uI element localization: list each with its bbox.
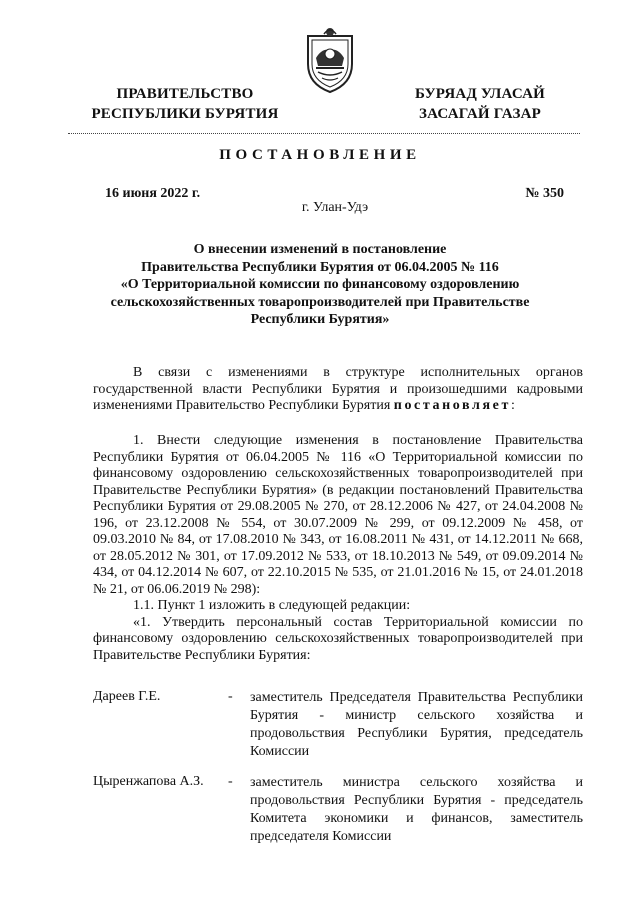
preamble-paragraph (93, 365, 583, 415)
member-role: заместитель Председателя Правительства Республики Бурятия - министр сельского хозяйства и продовольствия Республики Бурятия, председатель Комиссии (250, 690, 583, 759)
subject-line: О внесении изменений в постановление (193, 242, 447, 257)
document-date: 16 июня 2022 г. (105, 186, 201, 201)
clause-1-2-text: «1. Утвердить персональный состав Территориальной комиссии по финансовому оздоровлению сельскохозяйственных товаропроизводителей при Правительстве Республики Бурятия: (93, 614, 583, 663)
document-type-title: ПОСТАНОВЛЕНИЕ (219, 147, 421, 163)
preamble-text: В связи с изменениями в структуре исполнительных органов государственной власти Республики Бурятия и произошедшими кадровыми изменениями Правительство Республики Бурятия (93, 365, 583, 413)
document-city: г. Улан-Удэ (301, 200, 369, 215)
issuer-buryat-line1: БУРЯАД УЛАСАЙ (414, 86, 546, 102)
issuer-russian (80, 84, 290, 124)
decree-word: постановляет (393, 398, 511, 413)
document-number: № 350 (525, 186, 564, 201)
member-name: Дареев Г.Е. (93, 689, 161, 704)
issuer-russian-line1: ПРАВИТЕЛЬСТВО (116, 86, 254, 102)
member-name: Цыренжапова А.З. (93, 774, 204, 789)
subject-line: сельскохозяйственных товаропроизводителей при Правительстве (110, 294, 530, 310)
member-dash: - (228, 774, 233, 789)
header-separator (68, 133, 580, 134)
subject-line: «О Территориальной комиссии по финансовому оздоровлению (120, 277, 520, 292)
member-role: заместитель министра сельского хозяйства и продовольствия Республики Бурятия - председатель Комитета экономики и финансов, заместитель председателя Комиссии (250, 775, 583, 844)
clause-1-text: 1. Внести следующие изменения в постановление Правительства Республики Бурятия от 06.04.2005 № 116 «О Территориальной комиссии по финансовому оздоровлению сельскохозяйственных товаропроизводителей при Правительстве Республики Бурятия» (в редакции постановлений Правительства Республики Бурятия от 29.08.2005 № 270, от 28.12.2006 № 427, от 24.04.2008 № 196, от 23.12.2008 № 554, от 30.07.2009 № 299, от 09.12.2009 № 458, от 09.03.2010 № 84, от 17.08.2010 № 343, от 16.08.2011 № 431, от 14.12.2011 № 668, от 28.05.2012 № 301, от 17.09.2012 № 533, от 18.10.2013 № 549, от 09.09.2014 № 434, от 04.12.2014 № 607, от 22.10.2015 № 535, от 21.01.2016 № 15, от 24.01.2018 № 21, от 06.06.2019 № 298): (93, 433, 583, 597)
subject-line: Республики Бурятия» (250, 312, 390, 327)
member-dash: - (228, 689, 233, 704)
coat-of-arms-emblem (302, 24, 358, 94)
issuer-buryat-line2: ЗАСАГАЙ ГАЗАР (419, 106, 541, 122)
issuer-buryat (380, 84, 580, 124)
subject-line: Правительства Республики Бурятия от 06.04.2005 № 116 (141, 259, 499, 275)
clause-1-1-text: 1.1. Пункт 1 изложить в следующей редакции: (133, 598, 411, 613)
issuer-russian-line2: РЕСПУБЛИКИ БУРЯТИЯ (91, 106, 279, 122)
clause-1-paragraph (93, 433, 583, 664)
preamble-end: : (510, 398, 515, 413)
document-subject (90, 241, 550, 329)
